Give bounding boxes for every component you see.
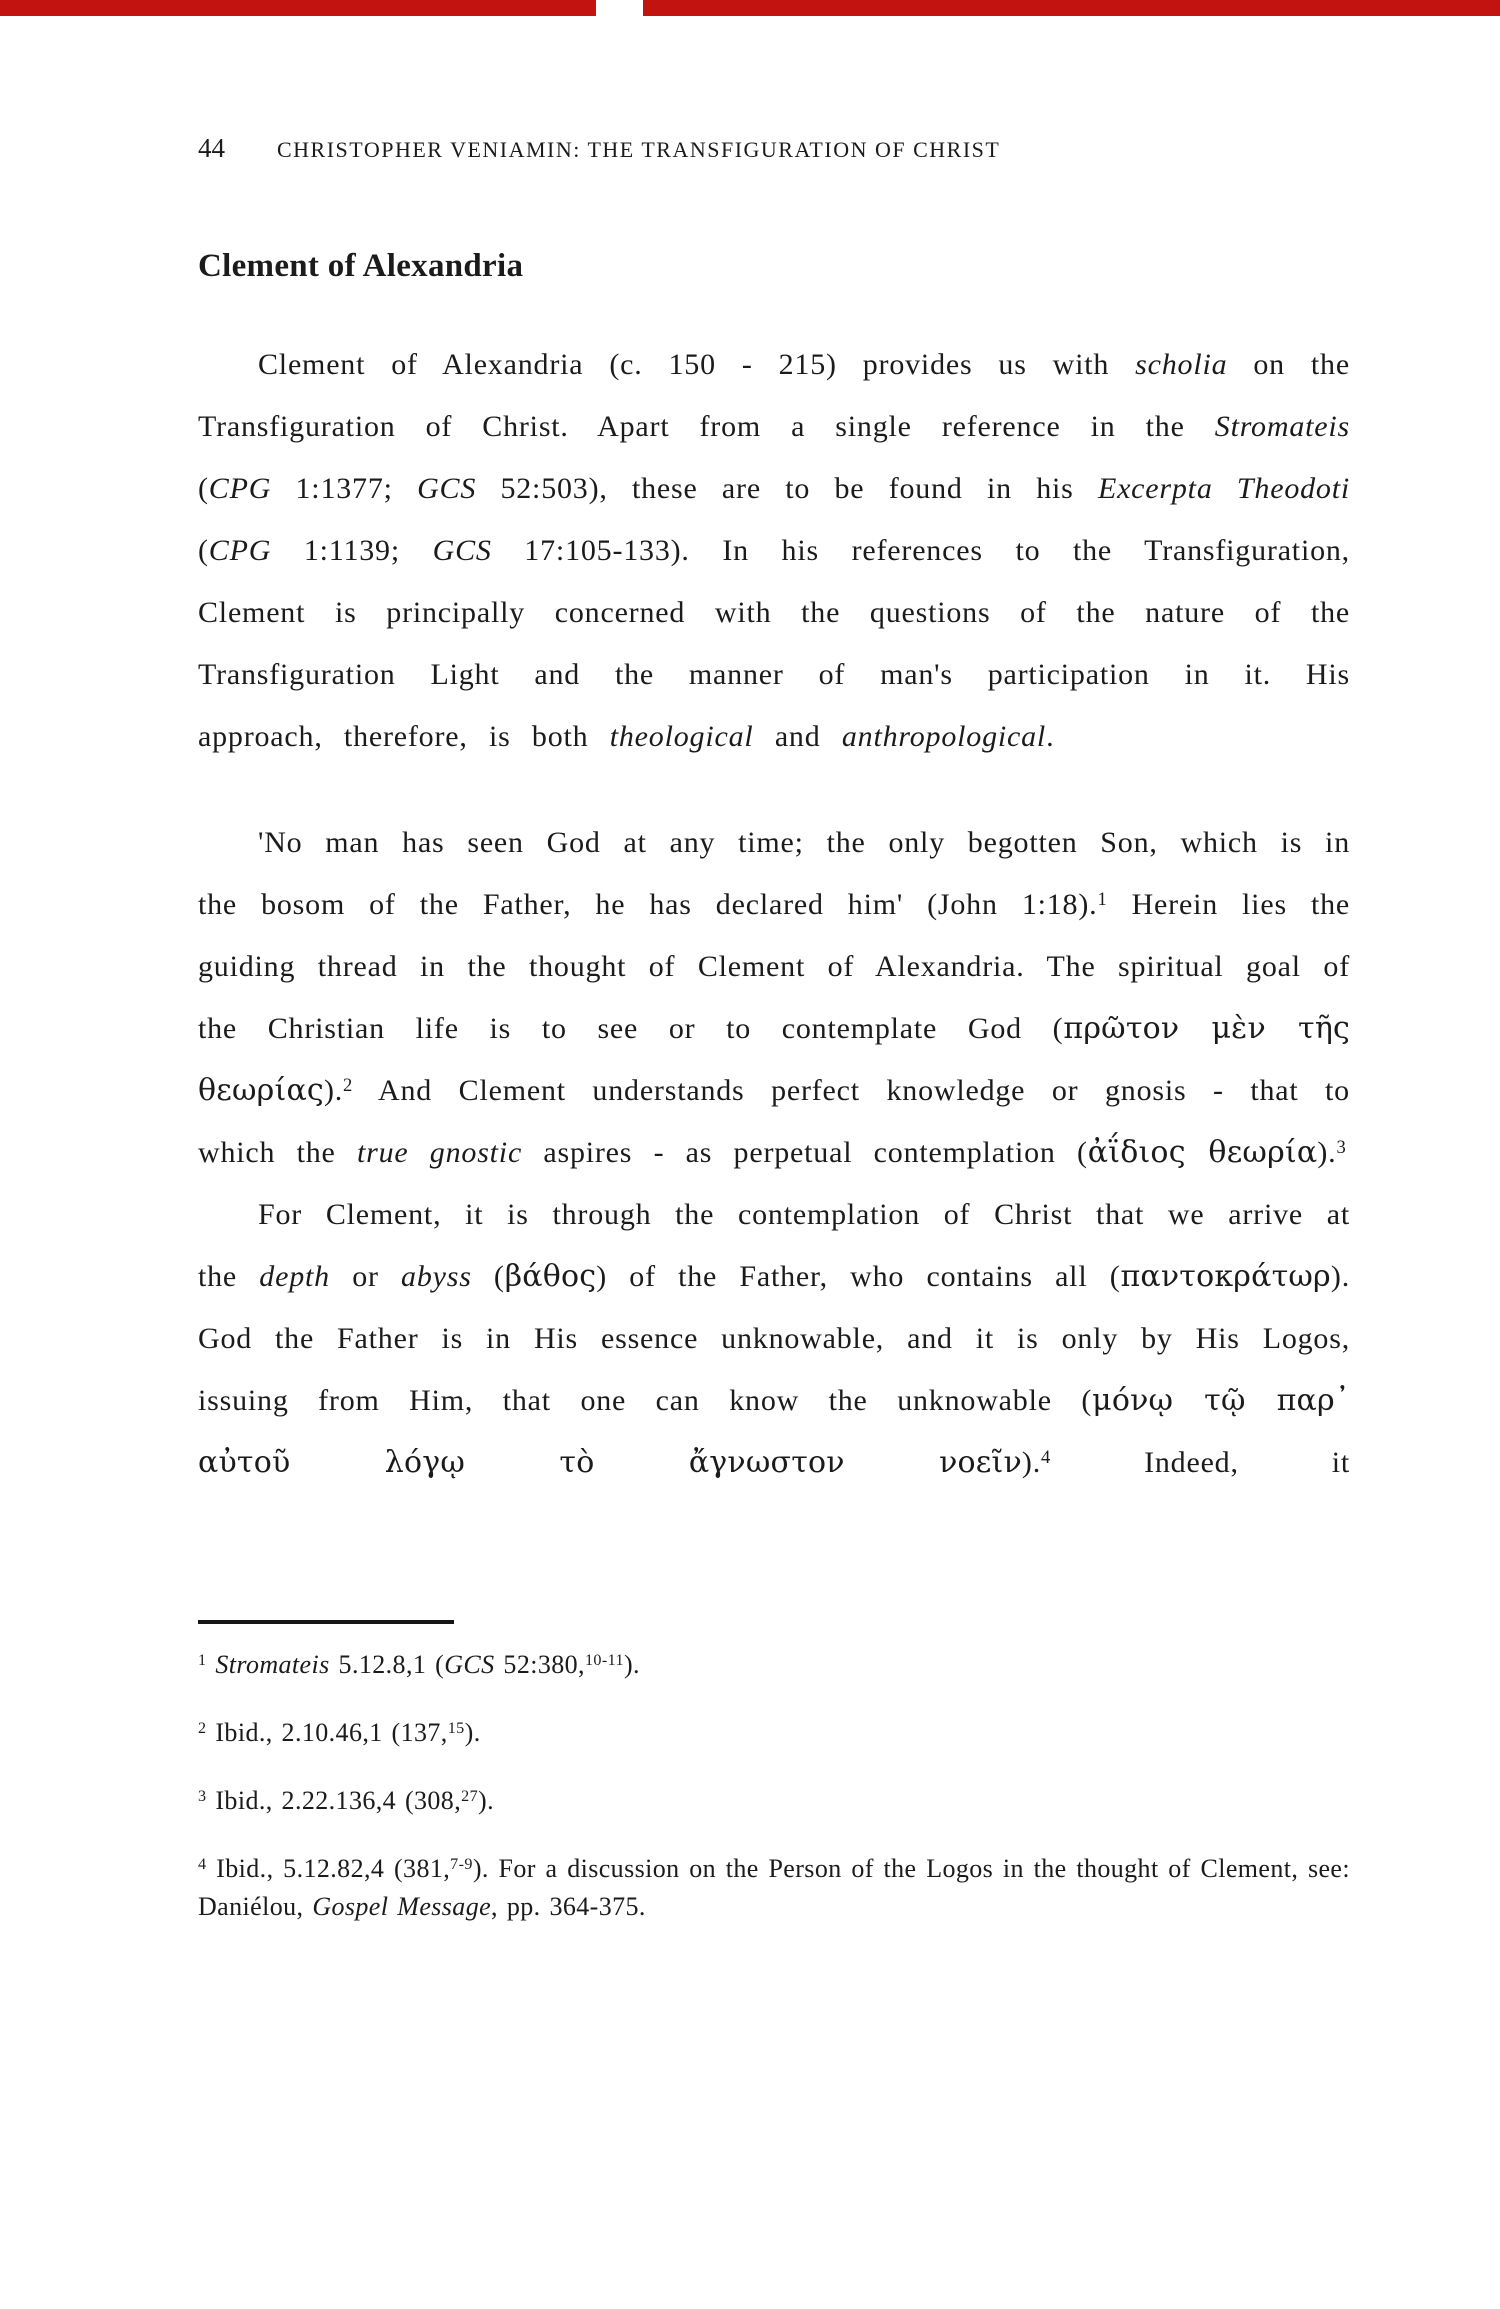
text-run: For Clement, it is through the contemplation of Christ that we arrive at the (198, 1198, 1350, 1293)
text-run: 1:1377; (271, 472, 418, 505)
italic-text: GCS (444, 1650, 495, 1679)
text-run: Herein lies the guiding thread in the thought of Clement of Alexandria. The spiritual goal of the Christian life is to see or to contemplate God ( (198, 888, 1350, 1045)
text-run: Indeed, it (1051, 1446, 1350, 1479)
greek-text: μόνῳ τῷ παρ᾽ αὐτοῦ λόγῳ τὸ ἄγνωστον νοεῖν (198, 1383, 1351, 1480)
footnote-ref: 15 (447, 1719, 465, 1737)
footnote (198, 1714, 1350, 1752)
italic-text: CPG (208, 472, 272, 505)
text-run: 1:1139; (271, 534, 433, 567)
text-run: Clement of Alexandria (c. 150 - 215) provides us with (258, 348, 1136, 381)
italic-text: GCS (432, 534, 492, 567)
italic-text: depth (259, 1260, 330, 1293)
text-run: ). (323, 1074, 344, 1107)
italic-text: CPG (208, 534, 272, 567)
italic-text: Stromateis (1214, 410, 1350, 443)
text-run: 52:380, (494, 1650, 585, 1679)
footnote (198, 1782, 1350, 1820)
footnote-marker: 1 (198, 1651, 207, 1669)
scan-artifact-bar-right (643, 0, 1500, 16)
paragraph (198, 812, 1350, 1184)
text-run: ( (198, 472, 209, 505)
text-run: Ibid., 2.10.46,1 (137, (206, 1718, 448, 1747)
text-run: on the Transfiguration of Christ. Apart from a single reference in the (198, 348, 1350, 443)
text-run: and (753, 720, 842, 753)
text-run: 'No man has seen God at any time; the only begotten Son, which is in the bosom of the Father, he has declared him' (John 1:18). (198, 826, 1350, 921)
text-run: ). God the Father is in His essence unknowable, and it is only by His Logos, issuing from Him, that one can know the unknowable ( (198, 1260, 1350, 1417)
footnote-ref: 1 (1097, 888, 1108, 910)
text-run: ). (464, 1718, 481, 1747)
text-run: ) of the Father, who contains all ( (596, 1260, 1121, 1293)
italic-text: abyss (401, 1260, 472, 1293)
text-run: ). (1317, 1136, 1337, 1169)
section-heading: Clement of Alexandria (198, 248, 524, 284)
footnote-marker: 3 (198, 1787, 207, 1805)
page-header (198, 133, 1350, 164)
italic-text: GCS (417, 472, 477, 505)
text-run: And Clement understands perfect knowledge or gnosis - that to which the (198, 1074, 1350, 1169)
text-run: ( (198, 534, 209, 567)
greek-text: ἀΐδιος θεωρία (1087, 1135, 1318, 1170)
greek-text: παντοκράτωρ (1120, 1259, 1331, 1294)
italic-text: Gospel Message (312, 1892, 492, 1921)
italic-text: scholia (1135, 348, 1228, 381)
footnote (198, 1646, 1350, 1684)
page-number: 44 (198, 133, 225, 163)
footnote-marker: 4 (198, 1855, 207, 1873)
running-title: CHRISTOPHER VENIAMIN: THE TRANSFIGURATION OF CHRIST (277, 137, 1001, 162)
paragraph (198, 1184, 1350, 1494)
body-text (198, 334, 1350, 1494)
text-run: Ibid., 5.12.82,4 (381, (206, 1854, 451, 1883)
text-run: , pp. 364-375. (491, 1892, 646, 1921)
paragraph (198, 334, 1350, 768)
footnote-ref: 3 (1336, 1136, 1347, 1158)
text-run: 52:503), these are to be found in his (476, 472, 1098, 505)
footnote-separator (198, 1620, 454, 1624)
footnote-marker: 2 (198, 1719, 207, 1737)
italic-text: Stromateis (215, 1650, 330, 1679)
text-run: or (329, 1260, 402, 1293)
footnote (198, 1850, 1350, 1926)
italic-text: true gnostic (356, 1136, 523, 1169)
text-run: Ibid., 2.22.136,4 (308, (206, 1786, 462, 1815)
italic-text: Excerpta Theodoti (1097, 472, 1350, 505)
text-run: aspires - as perpetual contemplation ( (522, 1136, 1088, 1169)
greek-text: βάθος (504, 1259, 597, 1294)
text-run: 5.12.8,1 ( (329, 1650, 445, 1679)
footnote-ref: 27 (461, 1787, 479, 1805)
footnotes (198, 1646, 1350, 1956)
text-run: . (1046, 720, 1055, 753)
text-run: ). (623, 1650, 640, 1679)
scan-artifact-bar-left (0, 0, 596, 16)
footnote-ref: 4 (1041, 1446, 1052, 1468)
text-run: ). (1021, 1446, 1042, 1479)
footnote-ref: 10-11 (584, 1651, 624, 1669)
footnote-ref: 7-9 (450, 1855, 473, 1873)
text-run: 17:105-133). In his references to the Transfiguration, Clement is principally concerned with the questions of the nature of the Transfiguration Light and the manner of man's participation in it. His approach, therefore, is both (198, 534, 1350, 753)
greek-text: πρῶτον μὲν τῆς θεωρίας (198, 1011, 1351, 1108)
italic-text: theological (609, 720, 754, 753)
italic-text: anthropological (841, 720, 1047, 753)
text-run: ). (478, 1786, 494, 1815)
footnote-ref: 2 (343, 1074, 354, 1096)
text-run: ). For a discussion on the Person of the Logos in the thought of Clement, see: Daniélou, (198, 1854, 1350, 1921)
text-run: ( (471, 1260, 505, 1293)
